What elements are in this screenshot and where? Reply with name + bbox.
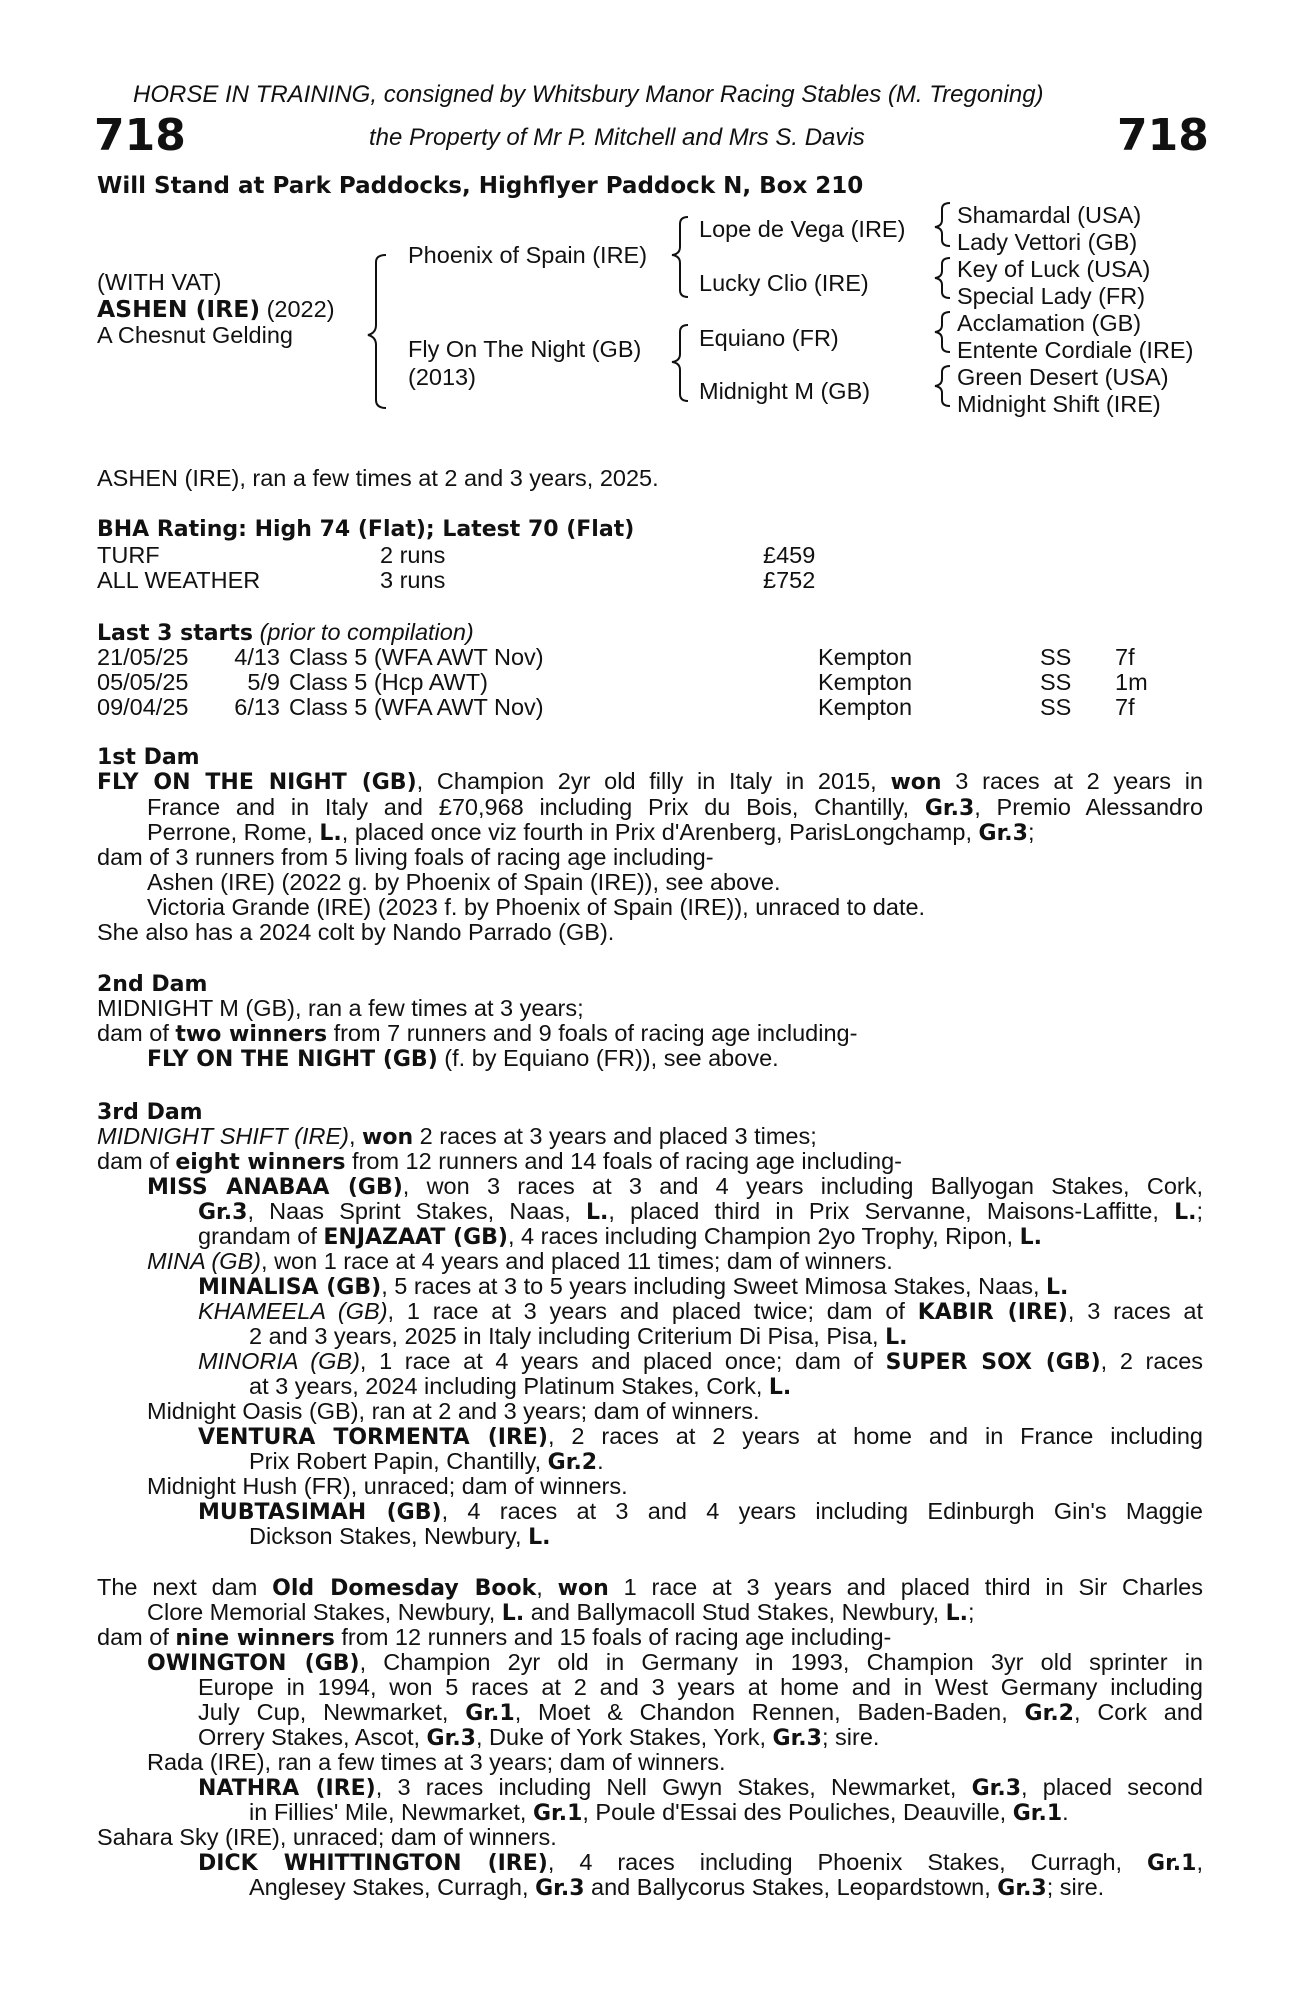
start-3-going: SS (1040, 694, 1072, 720)
kabir-name: KABIR (IRE) (917, 1300, 1068, 1325)
next-dam-won: won (557, 1576, 609, 1601)
first-dam-line-6: Victoria Grande (IRE) (2023 f. by Phoenix of Spain (IRE)), unraced to date. (147, 894, 926, 920)
next-dam-listed-1: L. (501, 1601, 525, 1626)
start-2-going: SS (1040, 669, 1072, 695)
dam: Fly On The Night (GB) (408, 336, 642, 362)
miss-anabaa-text-b6: ; (1196, 1198, 1203, 1224)
third-dam-text-2c: from 12 runners and 14 foals of racing age including- (345, 1148, 902, 1174)
nathra-text-g: , Poule d'Essai des Pouliches, Deauville, (582, 1799, 1013, 1825)
first-dam-text-3c: ; (1027, 819, 1035, 845)
owington-text-b: , Champion 2yr old in Germany in 1993, Champion 3yr old sprinter in (359, 1649, 1203, 1675)
second-dam-line-1: MIDNIGHT M (GB), ran a few times at 3 years; (97, 995, 584, 1021)
first-dam-gr3: Gr.3 (924, 796, 975, 821)
dick-gr3-1: Gr.3 (535, 1876, 585, 1901)
first-dam-line-3 (147, 820, 1034, 847)
first-dam-gr3-2: Gr.3 (978, 821, 1028, 846)
nathra-text-d: , placed second (1021, 1774, 1204, 1800)
sire-sire: Lope de Vega (IRE) (699, 216, 906, 242)
start-3-pos: 6/13 (234, 694, 280, 720)
second-dam-produce: FLY ON THE NIGHT (GB) (147, 1047, 438, 1072)
third-dam-heading: 3rd Dam (97, 1100, 203, 1125)
first-dam-heading: 1st Dam (97, 745, 200, 770)
mubtasimah-name: MUBTASIMAH (GB) (198, 1500, 442, 1525)
minalisa-line (198, 1274, 1068, 1301)
miss-anabaa-name: MISS ANABAA (GB) (147, 1175, 403, 1200)
mina-text: , won 1 race at 4 years and placed 11 times; dam of winners. (261, 1248, 893, 1274)
miss-anabaa-text-b2: , Naas Sprint Stakes, Naas, (247, 1198, 586, 1224)
nathra-line-2 (249, 1800, 1069, 1827)
third-dam-line-2 (97, 1149, 902, 1176)
next-dam-line-2 (147, 1600, 975, 1627)
next-dam-text-1a: The next dam (97, 1574, 273, 1600)
ggp-brace-4 (935, 366, 950, 406)
next-dam-text-2e: ; (968, 1599, 975, 1625)
kabir-listed: L. (885, 1325, 908, 1350)
owington-text-d3: , Moet & Chandon Rennen, Baden-Baden, (514, 1699, 1025, 1725)
nathra-line-1 (198, 1775, 1203, 1802)
mubtasimah-text-b: , 4 races at 3 and 4 years including Edinburgh Gin's Maggie (441, 1498, 1204, 1524)
first-dam-text-3b: , placed once viz fourth in Prix d'Arenberg, ParisLongchamp, (341, 819, 979, 845)
owington-text-e1: Orrery Stakes, Ascot, (198, 1724, 427, 1750)
first-dam-line-7: She also has a 2024 colt by Nando Parrado (GB). (97, 919, 615, 945)
khameela-text-d: , 3 races at (1067, 1298, 1203, 1324)
vat-note: (WITH VAT) (97, 269, 222, 295)
miss-anabaa-text-a: , won 3 races at 3 and 4 years including Ballyogan Stakes, Cork, (402, 1173, 1203, 1199)
dick-line-1 (198, 1850, 1203, 1877)
owington-text-e5: ; sire. (821, 1724, 880, 1750)
ggp-brace-2 (935, 258, 950, 298)
rating-surface-aw: ALL WEATHER (97, 567, 261, 593)
ggp-4: Special Lady (FR) (957, 283, 1146, 309)
owington-text-e3: , Duke of York Stakes, York, (475, 1724, 773, 1750)
ggp-7: Green Desert (USA) (957, 364, 1169, 390)
old-domesday-book-name: Old Domesday Book (272, 1576, 537, 1601)
horse-year: (2022) (266, 296, 335, 322)
lot-number-left: 718 (94, 110, 186, 161)
miss-anabaa-line-1 (147, 1174, 1203, 1201)
consignor-line: HORSE IN TRAINING, consigned by Whitsbury Manor Racing Stables (M. Tregoning) (133, 81, 1044, 108)
ventura-text-e: . (597, 1448, 604, 1474)
mubtasimah-listed: L. (528, 1525, 551, 1550)
owington-gr2: Gr.2 (1024, 1701, 1074, 1726)
super-sox-name: SUPER SOX (GB) (885, 1350, 1101, 1375)
start-2-race: Class 5 (Hcp AWT) (289, 669, 488, 695)
ggp-brace-3 (935, 312, 950, 352)
nathra-name: NATHRA (IRE) (198, 1776, 376, 1801)
next-dam-line-3 (97, 1625, 891, 1652)
midnight-oasis-line: Midnight Oasis (GB), ran at 2 and 3 years; dam of winners. (147, 1398, 760, 1424)
first-dam-text-3a: Perrone, Rome, (147, 819, 320, 845)
mubtasimah-line-2 (249, 1524, 550, 1551)
start-3-date: 09/04/25 (97, 694, 189, 720)
start-1-dist: 7f (1115, 644, 1135, 670)
first-dam-line-4: dam of 3 runners from 5 living foals of racing age including- (97, 844, 714, 870)
miss-anabaa-text-b4: , placed third in Prix Servanne, Maisons-Laffitte, (608, 1198, 1175, 1224)
second-dam-line-2 (97, 1021, 857, 1048)
dam-sire: Equiano (FR) (699, 325, 839, 351)
first-dam-text-1a: , Champion 2yr old filly in Italy in 2015, (416, 768, 891, 794)
first-dam-text-2b: , Premio Alessandro (974, 794, 1204, 820)
miss-anabaa-line-3 (198, 1224, 1042, 1251)
start-2-dist: 1m (1115, 669, 1148, 695)
last-starts-note: (prior to compilation) (259, 619, 474, 645)
dam-brace (672, 325, 688, 401)
rating-prize-aw: £752 (763, 567, 816, 593)
start-2-date: 05/05/25 (97, 669, 189, 695)
owington-text-d5: , Cork and (1073, 1699, 1203, 1725)
minalisa-listed: L. (1046, 1275, 1069, 1300)
second-dam-winners: two winners (175, 1022, 328, 1047)
lot-number-right: 718 (1117, 110, 1209, 161)
miss-anabaa-gr3: Gr.3 (198, 1200, 248, 1225)
ggp-8: Midnight Shift (IRE) (957, 391, 1161, 417)
nathra-gr1-1: Gr.1 (532, 1801, 583, 1826)
khameela-line-2 (249, 1324, 908, 1351)
ventura-line-2 (249, 1449, 604, 1476)
nathra-gr3: Gr.3 (971, 1776, 1022, 1801)
mina-name: MINA (GB) (147, 1248, 262, 1274)
ventura-line-1 (198, 1424, 1203, 1451)
first-dam-name: FLY ON THE NIGHT (GB) (97, 770, 417, 795)
start-3-race: Class 5 (WFA AWT Nov) (289, 694, 544, 720)
first-dam-won: won (890, 770, 942, 795)
second-dam-text-3b: (f. by Equiano (FR)), see above. (437, 1045, 779, 1071)
next-dam-text-2c: and Ballymacoll Stud Stakes, Newbury, (524, 1599, 946, 1625)
next-dam-listed-2: L. (945, 1601, 969, 1626)
second-dam-text-2c: from 7 runners and 9 foals of racing age including- (327, 1020, 858, 1046)
khameela-line-1 (198, 1299, 1203, 1326)
dick-text-g: and Ballycorus Stakes, Leopardstown, (584, 1874, 998, 1900)
third-dam-text-2a: dam of (97, 1148, 176, 1174)
next-dam-text-3c: from 12 runners and 15 foals of racing age including- (334, 1624, 892, 1650)
owner-line: the Property of Mr P. Mitchell and Mrs S. Davis (369, 124, 865, 151)
bha-rating: BHA Rating: High 74 (Flat); Latest 70 (Flat) (97, 517, 635, 542)
last-starts-heading (97, 619, 474, 646)
owington-text-d1: July Cup, Newmarket, (198, 1699, 466, 1725)
nathra-text-b: , 3 races including Nell Gwyn Stakes, Newmarket, (375, 1774, 972, 1800)
owington-line-1 (147, 1650, 1203, 1677)
sire: Phoenix of Spain (IRE) (408, 242, 648, 268)
enjazaat-name: ENJAZAAT (GB) (323, 1225, 508, 1250)
dick-text-i: ; sire. (1046, 1874, 1105, 1900)
miss-anabaa-text-c1: grandam of (198, 1223, 324, 1249)
third-dam-won: won (362, 1125, 414, 1150)
ggp-3: Key of Luck (USA) (957, 256, 1151, 282)
horse-description: A Chesnut Gelding (97, 322, 293, 348)
minoria-text-d: , 2 races (1100, 1348, 1204, 1374)
dick-text-d: , (1196, 1849, 1203, 1875)
dick-text-e: Anglesey Stakes, Curragh, (249, 1874, 536, 1900)
rating-prize-turf: £459 (763, 542, 816, 568)
start-3-course: Kempton (818, 694, 913, 720)
ggp-5: Acclamation (GB) (957, 310, 1142, 336)
first-dam-text-1b: 3 races at 2 years in (941, 768, 1204, 794)
minoria-name: MINORIA (GB) (198, 1348, 360, 1374)
owington-gr1: Gr.1 (465, 1701, 515, 1726)
third-dam-comma: , (348, 1123, 363, 1149)
next-dam-line-1 (97, 1575, 1203, 1602)
owington-line-3 (198, 1700, 1203, 1727)
sire-dam: Lucky Clio (IRE) (699, 270, 869, 296)
rating-runs-aw: 3 runs (380, 567, 446, 593)
second-dam-text-2a: dam of (97, 1020, 176, 1046)
nathra-text-e: in Fillies' Mile, Newmarket, (249, 1799, 533, 1825)
rada-line: Rada (IRE), ran a few times at 3 years; dam of winners. (147, 1749, 726, 1775)
owington-line-2: Europe in 1994, won 5 races at 2 and 3 years at home and in West Germany including (198, 1674, 1203, 1700)
second-dam-heading: 2nd Dam (97, 972, 208, 997)
dick-whittington-name: DICK WHITTINGTON (IRE) (198, 1851, 548, 1876)
ventura-name: VENTURA TORMENTA (IRE) (198, 1425, 548, 1450)
horse-name: ASHEN (IRE) (97, 295, 261, 323)
khameela-text-e: 2 and 3 years, 2025 in Italy including Criterium Di Pisa, Pisa, (249, 1323, 886, 1349)
ventura-gr2: Gr.2 (547, 1450, 598, 1475)
dam-year: (2013) (408, 364, 476, 390)
rating-runs-turf: 2 runs (380, 542, 446, 568)
stand-location: Will Stand at Park Paddocks, Highflyer Paddock N, Box 210 (97, 173, 864, 199)
nathra-text-i: . (1062, 1799, 1069, 1825)
start-1-race: Class 5 (WFA AWT Nov) (289, 644, 544, 670)
dick-gr1: Gr.1 (1147, 1851, 1197, 1876)
ggp-1: Shamardal (USA) (957, 202, 1142, 228)
miss-anabaa-listed-2: L. (1174, 1200, 1197, 1225)
khameela-text-b: , 1 race at 3 years and placed twice; dam of (387, 1298, 918, 1324)
dick-text-b: , 4 races including Phoenix Stakes, Curragh, (547, 1849, 1148, 1875)
third-dam-name: MIDNIGHT SHIFT (IRE) (97, 1123, 349, 1149)
minoria-line-1 (198, 1349, 1203, 1376)
next-dam-text-1e: 1 race at 3 years and placed third in Sir Charles (608, 1574, 1204, 1600)
owington-name: OWINGTON (GB) (147, 1651, 360, 1676)
ventura-text-b: , 2 races at 2 years at home and in France including (547, 1423, 1203, 1449)
second-dam-line-3 (147, 1046, 779, 1073)
minoria-text-b: , 1 race at 4 years and placed once; dam of (359, 1348, 886, 1374)
mubtasimah-line-1 (198, 1499, 1203, 1526)
next-dam-comma: , (536, 1574, 558, 1600)
dam-dam: Midnight M (GB) (699, 378, 871, 404)
start-3-dist: 7f (1115, 694, 1135, 720)
minalisa-text: , 5 races at 3 to 5 years including Sweet Mimosa Stakes, Naas, (381, 1273, 1047, 1299)
owington-gr3-2: Gr.3 (772, 1726, 822, 1751)
third-dam-winners: eight winners (175, 1150, 346, 1175)
first-dam-line-2 (147, 795, 1203, 822)
main-brace (368, 255, 386, 408)
enjazaat-listed: L. (1019, 1225, 1042, 1250)
next-dam-winners: nine winners (175, 1626, 335, 1651)
sahara-sky-line: Sahara Sky (IRE), unraced; dam of winners. (97, 1824, 557, 1850)
miss-anabaa-text-c3: , 4 races including Champion 2yo Trophy, Ripon, (507, 1223, 1020, 1249)
owington-gr3-1: Gr.3 (426, 1726, 476, 1751)
start-2-pos: 5/9 (247, 669, 280, 695)
super-sox-listed: L. (768, 1375, 792, 1400)
start-1-going: SS (1040, 644, 1072, 670)
next-dam-text-3a: dam of (97, 1624, 176, 1650)
owington-line-4 (198, 1725, 879, 1752)
third-dam-text-1d: 2 races at 3 years and placed 3 times; (413, 1123, 817, 1149)
ggp-6: Entente Cordiale (IRE) (957, 337, 1194, 363)
dick-gr3-2: Gr.3 (997, 1876, 1047, 1901)
midnight-hush-line: Midnight Hush (FR), unraced; dam of winners. (147, 1473, 628, 1499)
minalisa-name: MINALISA (GB) (198, 1275, 382, 1300)
mubtasimah-text-c: Dickson Stakes, Newbury, (249, 1523, 529, 1549)
minoria-text-e: at 3 years, 2024 including Platinum Stakes, Cork, (249, 1373, 769, 1399)
nathra-gr1-2: Gr.1 (1012, 1801, 1063, 1826)
minoria-line-2 (249, 1374, 791, 1401)
khameela-name: KHAMEELA (GB) (198, 1298, 388, 1324)
first-dam-line-1 (97, 769, 1203, 796)
start-1-pos: 4/13 (234, 644, 280, 670)
first-dam-listed: L. (319, 821, 342, 846)
sire-brace (672, 217, 688, 297)
start-1-course: Kempton (818, 644, 913, 670)
first-dam-text-2a: France and in Italy and £70,968 including Prix du Bois, Chantilly, (147, 794, 925, 820)
start-2-course: Kempton (818, 669, 913, 695)
next-dam-text-2a: Clore Memorial Stakes, Newbury, (147, 1599, 502, 1625)
rating-surface-turf: TURF (97, 542, 160, 568)
miss-anabaa-line-2 (198, 1199, 1203, 1226)
race-summary: ASHEN (IRE), ran a few times at 2 and 3 years, 2025. (97, 465, 659, 491)
ggp-brace-1 (935, 203, 950, 246)
start-1-date: 21/05/25 (97, 644, 189, 670)
miss-anabaa-listed-1: L. (585, 1200, 609, 1225)
first-dam-line-5: Ashen (IRE) (2022 g. by Phoenix of Spain (IRE)), see above. (147, 869, 781, 895)
mina-line (147, 1249, 893, 1275)
third-dam-line-1 (97, 1124, 817, 1151)
ggp-2: Lady Vettori (GB) (957, 229, 1138, 255)
dick-line-2 (249, 1875, 1104, 1902)
last-starts-title: Last 3 starts (97, 621, 254, 646)
ventura-text-c: Prix Robert Papin, Chantilly, (249, 1448, 548, 1474)
